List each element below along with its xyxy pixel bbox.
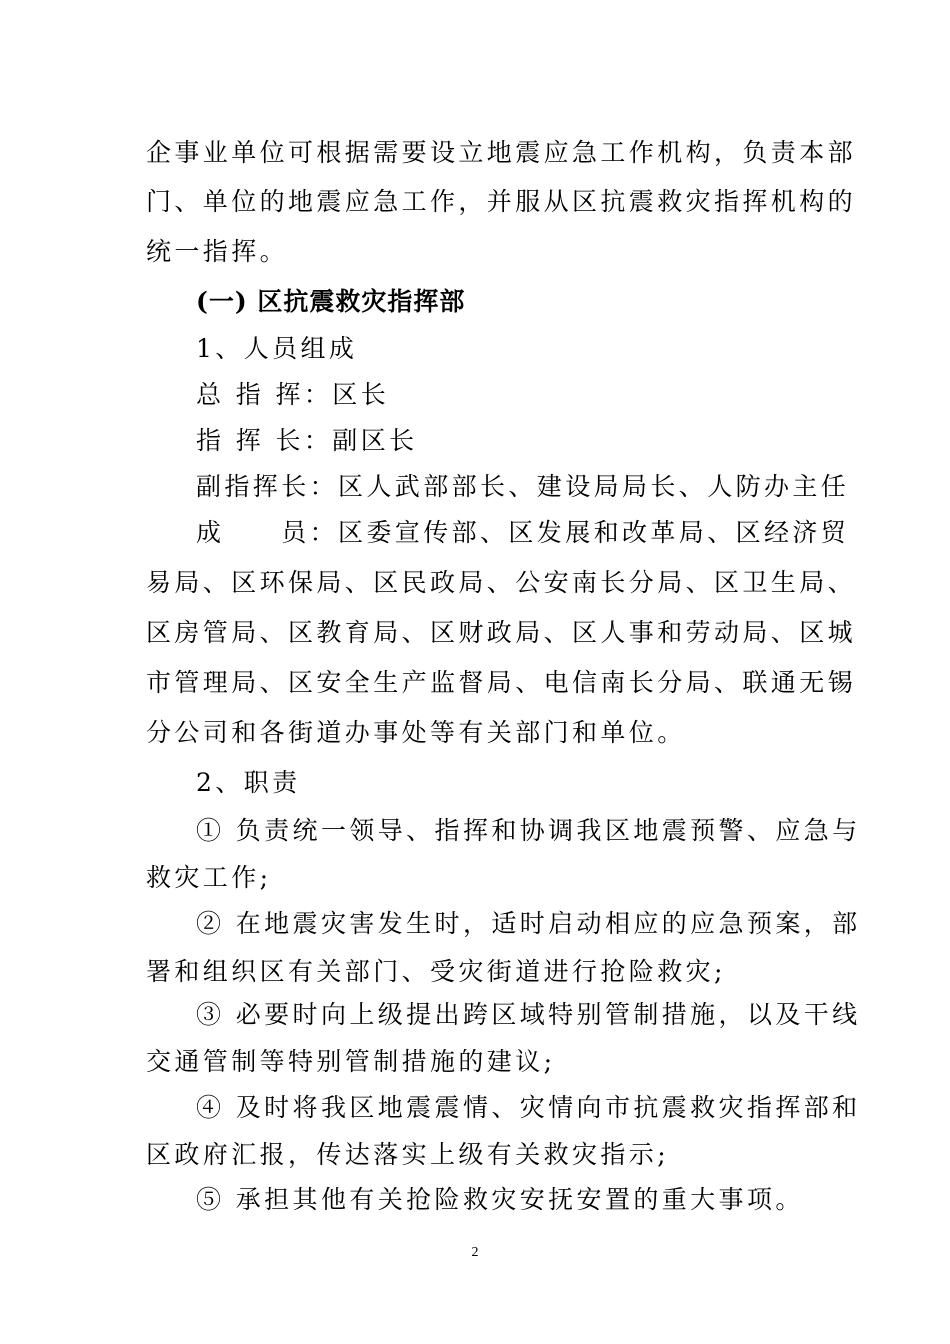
commander-line: 总 指 挥：区长 <box>196 380 390 409</box>
subsection-heading: 1、人员组成 <box>196 334 358 363</box>
duty-item-1: ① 负责统一领导、指挥和协调我区地震预警、应急与 <box>196 816 861 845</box>
paragraph-line: 企事业单位可根据需要设立地震应急工作机构，负责本部 <box>146 138 857 167</box>
deputy-commander-line: 副指挥长：区人武部部长、建设局局长、人防办主任 <box>196 472 850 501</box>
page-number: 2 <box>471 1245 479 1260</box>
duty-item-3: ③ 必要时向上级提出跨区域特别管制措施，以及干线 <box>196 1000 861 1029</box>
duty-item-4: ④ 及时将我区地震震情、灾情向市抗震救灾指挥部和 <box>196 1093 861 1122</box>
paragraph-line: 交通管制等特别管制措施的建议; <box>146 1047 556 1076</box>
paragraph-line: 救灾工作; <box>146 863 272 892</box>
duty-item-5: ⑤ 承担其他有关抢险救灾安抚安置的重大事项。 <box>196 1185 804 1214</box>
paragraph-line: 门、单位的地震应急工作，并服从区抗震救灾指挥机构的 <box>146 187 857 216</box>
subsection-heading: 2、职责 <box>196 768 301 797</box>
section-heading: (一) 区抗震救灾指挥部 <box>196 287 466 316</box>
paragraph-line: 易局、区环保局、区民政局、公安南长分局、区卫生局、 <box>146 568 857 597</box>
paragraph-line: 统一指挥。 <box>146 237 289 266</box>
paragraph-line: 市管理局、区安全生产监督局、电信南长分局、联通无锡 <box>146 668 857 697</box>
paragraph-line: 区政府汇报，传达落实上级有关救灾指示; <box>146 1140 670 1169</box>
paragraph-line: 分公司和各街道办事处等有关部门和单位。 <box>146 718 686 747</box>
members-line: 成 员：区委宣传部、区发展和改革局、区经济贸 <box>196 518 850 547</box>
duty-item-2: ② 在地震灾害发生时，适时启动相应的应急预案，部 <box>196 909 861 938</box>
chief-commander-line: 指 挥 长：副区长 <box>196 426 418 455</box>
paragraph-line: 区房管局、区教育局、区财政局、区人事和劳动局、区城 <box>146 618 857 647</box>
paragraph-line: 署和组织区有关部门、受灾街道进行抢险救灾; <box>146 957 726 986</box>
